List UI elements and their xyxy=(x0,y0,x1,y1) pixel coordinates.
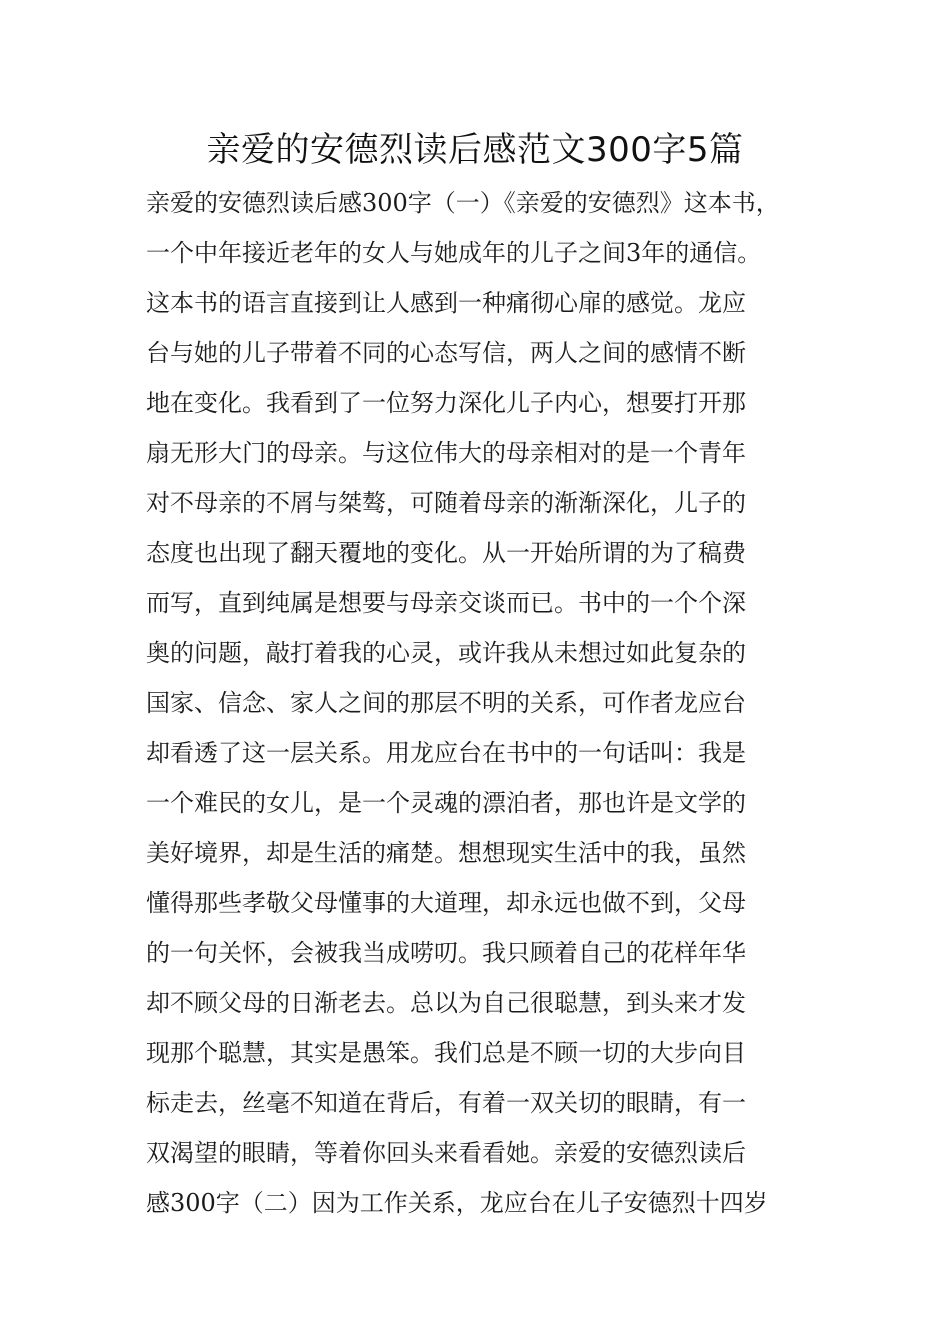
body-line: 一个难民的女儿，是一个灵魂的漂泊者，那也许是文学的 xyxy=(146,789,746,817)
body-line: 地在变化。我看到了一位努力深化儿子内心，想要打开那 xyxy=(146,389,746,417)
body-line: 一个中年接近老年的女人与她成年的儿子之间3年的通信。 xyxy=(146,239,762,267)
document-title: 亲爱的安德烈读后感范文300字5篇 xyxy=(206,130,744,170)
body-line: 态度也出现了翻天覆地的变化。从一开始所谓的为了稿费 xyxy=(146,539,746,567)
body-line: 美好境界，却是生活的痛楚。想想现实生活中的我，虽然 xyxy=(146,839,746,867)
body-line: 双渴望的眼睛，等着你回头来看看她。亲爱的安德烈读后 xyxy=(146,1139,746,1167)
body-line: 奥的问题，敲打着我的心灵，或许我从未想过如此复杂的 xyxy=(146,639,746,667)
body-line: 对不母亲的不屑与桀骜，可随着母亲的渐渐深化，儿子的 xyxy=(146,489,746,517)
body-line: 现那个聪慧，其实是愚笨。我们总是不顾一切的大步向目 xyxy=(146,1039,746,1067)
body-line: 标走去，丝毫不知道在背后，有着一双关切的眼睛，有一 xyxy=(146,1089,746,1117)
body-line: 却看透了这一层关系。用龙应台在书中的一句话叫：我是 xyxy=(146,739,746,767)
document-body xyxy=(146,178,818,1228)
body-line: 感300字（二）因为工作关系，龙应台在儿子安德烈十四岁 xyxy=(146,1189,768,1217)
body-line: 这本书的语言直接到让人感到一种痛彻心扉的感觉。龙应 xyxy=(146,289,746,317)
body-line: 台与她的儿子带着不同的心态写信，两人之间的感情不断 xyxy=(146,339,746,367)
body-line: 懂得那些孝敬父母懂事的大道理，却永远也做不到，父母 xyxy=(146,889,746,917)
body-line: 却不顾父母的日渐老去。总以为自己很聪慧，到头来才发 xyxy=(146,989,746,1017)
body-line: 亲爱的安德烈读后感300字（一）《亲爱的安德烈》这本书， xyxy=(146,189,780,217)
body-line: 国家、信念、家人之间的那层不明的关系，可作者龙应台 xyxy=(146,689,746,717)
body-line: 而写，直到纯属是想要与母亲交谈而已。书中的一个个深 xyxy=(146,589,746,617)
body-line: 扇无形大门的母亲。与这位伟大的母亲相对的是一个青年 xyxy=(146,439,746,467)
body-line: 的一句关怀，会被我当成唠叨。我只顾着自己的花样年华 xyxy=(146,939,746,967)
